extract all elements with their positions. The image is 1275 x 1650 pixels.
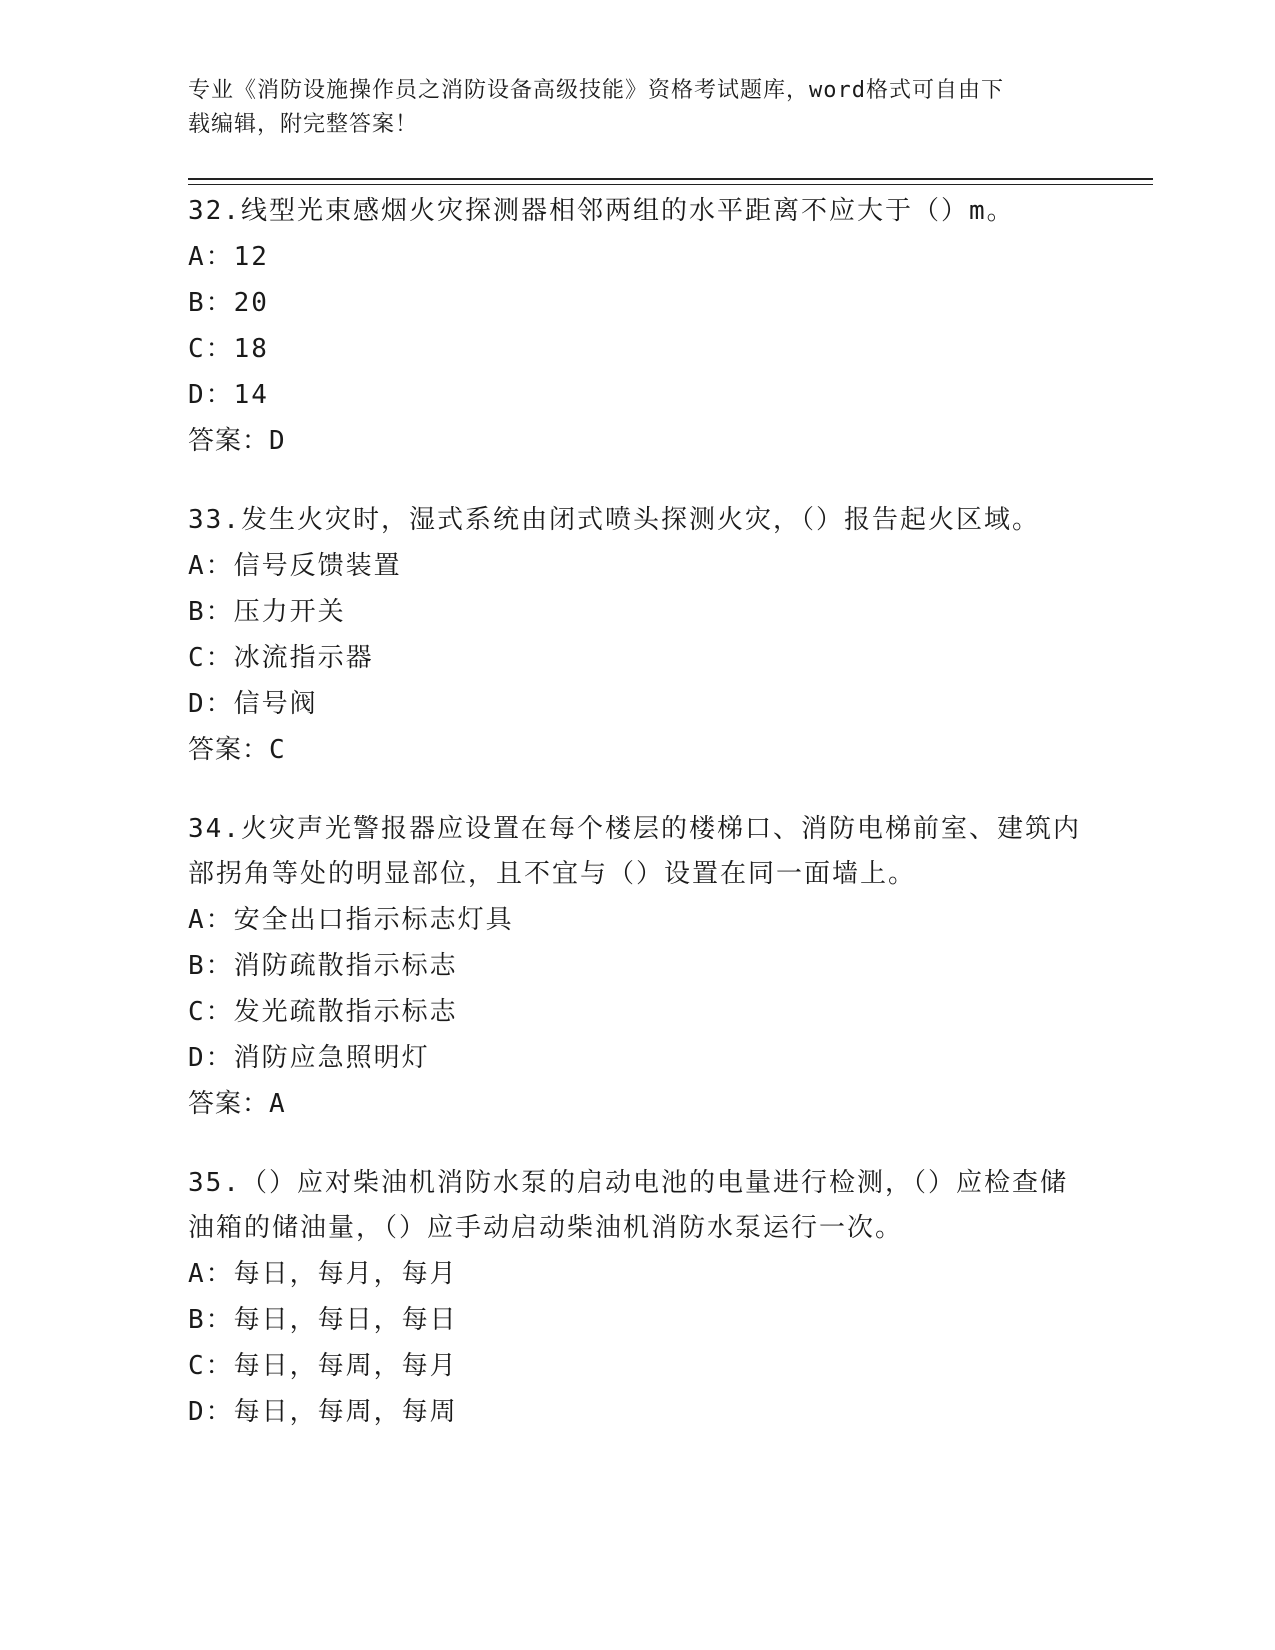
option-b: B：每日，每日，每日 [188,1305,458,1335]
option-d: D：信号阀 [188,689,318,719]
question-34 [188,807,1088,1127]
answer-line: 答案：A [188,1089,286,1119]
option-c: C：18 [188,334,269,364]
option-a: A：安全出口指示标志灯具 [188,905,514,935]
document-header [188,74,1088,142]
question-text: 34.火灾声光警报器应设置在每个楼层的楼梯口、消防电梯前室、建筑内部拐角等处的明显部位，且不宜与（）设置在同一面墙上。 [188,814,1081,889]
option-a: A：12 [188,242,269,272]
question-text: 32.线型光束感烟火灾探测器相邻两组的水平距离不应大于（）m。 [188,196,1015,226]
header-divider-thick [188,178,1153,180]
option-c: C：发光疏散指示标志 [188,997,458,1027]
option-c: C：每日，每周，每月 [188,1351,458,1381]
question-32 [188,189,1088,464]
option-d: D：14 [188,380,269,410]
option-d: D：消防应急照明灯 [188,1043,430,1073]
header-line-2: 载编辑，附完整答案！ [188,112,419,137]
option-a: A：每日，每月，每月 [188,1259,458,1289]
option-a: A：信号反馈装置 [188,551,402,581]
option-c: C：冰流指示器 [188,643,374,673]
answer-line: 答案：D [188,426,286,456]
question-text: 35.（）应对柴油机消防水泵的启动电池的电量进行检测，（）应检查储油箱的储油量，（）应手动启动柴油机消防水泵运行一次。 [188,1168,1068,1243]
option-b: B：压力开关 [188,597,346,627]
question-35 [188,1161,1088,1435]
question-33 [188,498,1088,773]
question-text: 33.发生火灾时，湿式系统由闭式喷头探测火灾，（）报告起火区域。 [188,505,1040,535]
option-b: B：20 [188,288,269,318]
header-line-1: 专业《消防设施操作员之消防设备高级技能》资格考试题库，word格式可自由下 [188,78,1004,103]
answer-line: 答案：C [188,735,286,765]
option-b: B：消防疏散指示标志 [188,951,458,981]
header-divider-thin [188,184,1153,185]
option-d: D：每日，每周，每周 [188,1397,458,1427]
question-list [188,189,1088,1469]
